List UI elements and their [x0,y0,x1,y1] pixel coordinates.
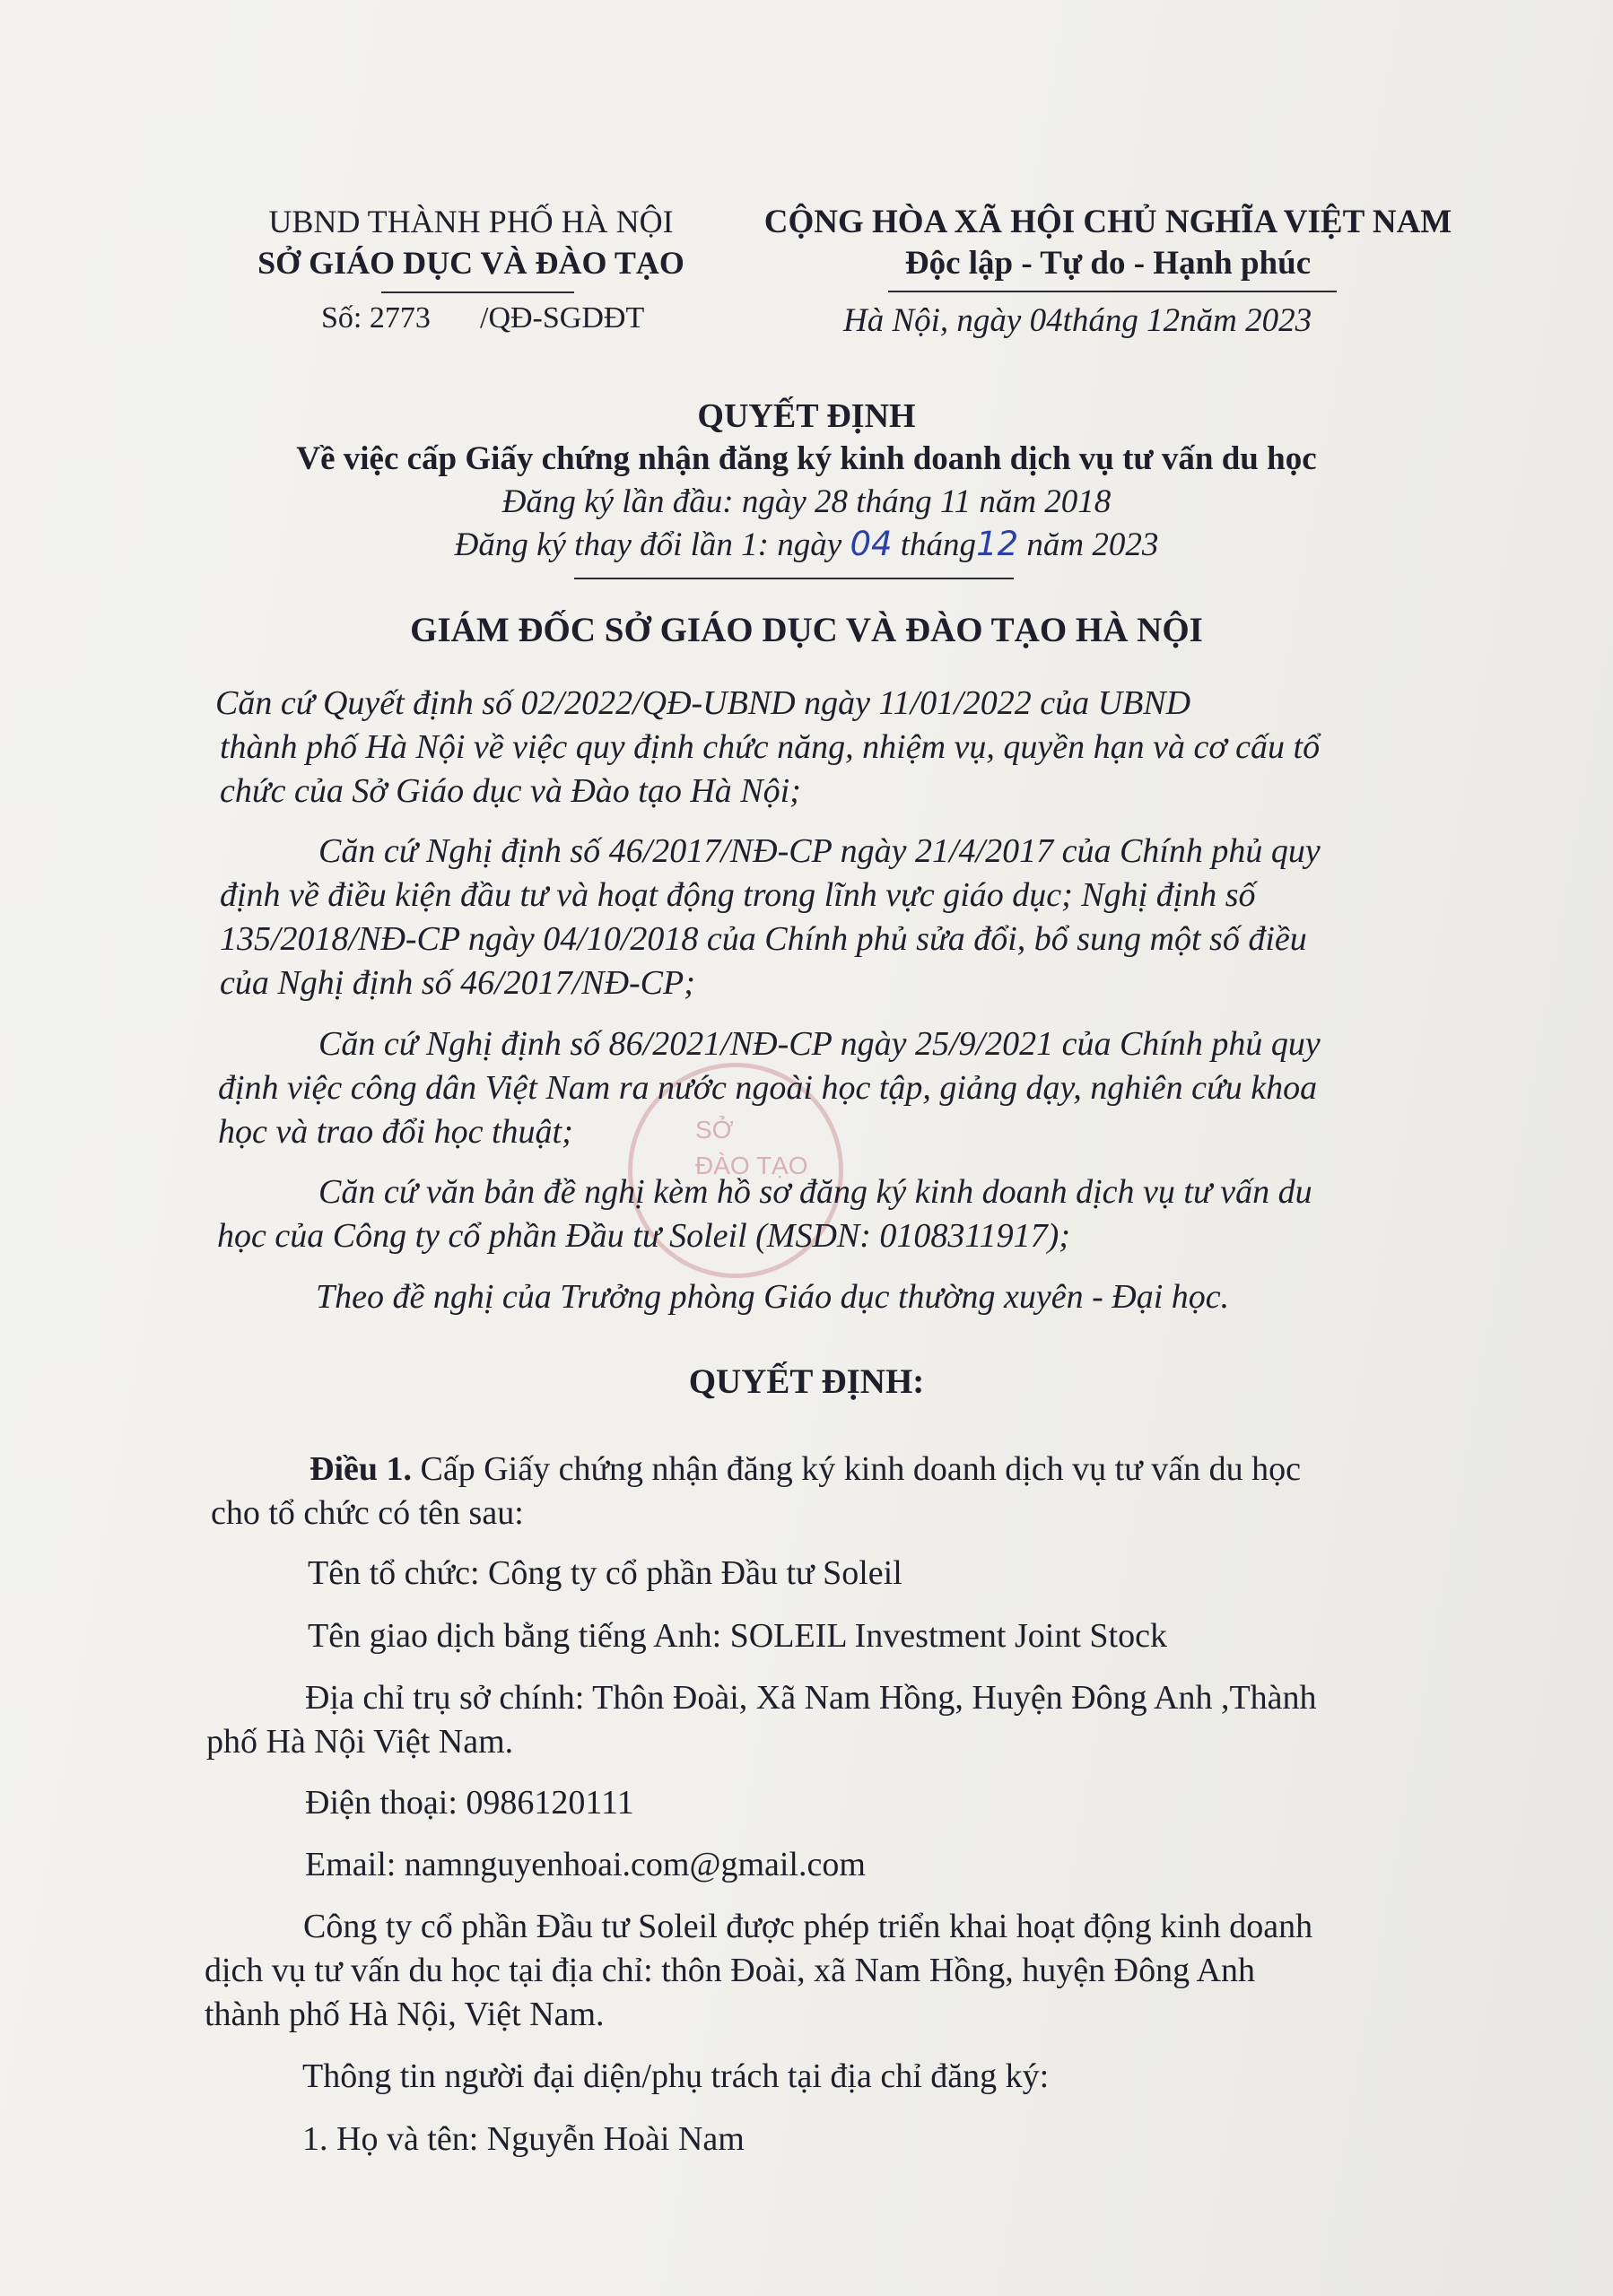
issue-date-part3: năm 2023 [1180,302,1312,339]
basis-3 [318,1022,1321,1066]
change-part2: tháng [900,526,977,563]
basis-2 [318,830,1321,874]
basis-line: định về điều kiện đầu tư và hoạt động trong lĩnh vực giáo dục; Nghị định số [220,876,1256,914]
issuing-authority: GIÁM ĐỐC SỞ GIÁO DỤC VÀ ĐÀO TẠO HÀ NỘI [410,611,1203,649]
basis-line: định việc công dân Việt Nam ra nước ngoài học tập, giảng dạy, nghiên cứu khoa [218,1069,1318,1107]
permit-line-3: thành phố Hà Nội, Việt Nam. [205,1996,605,2033]
basis-line: thành phố Hà Nội về việc quy định chức năng, nhiệm vụ, quyền hạn và cơ cấu tổ [220,728,1321,766]
stamp-line-2: ĐÀO TẠO [695,1152,808,1179]
change-part1: Đăng ký thay đổi lần 1: ngày [454,526,842,563]
basis-line: Căn cứ Nghị định số 86/2021/NĐ-CP ngày 25/9/2021 của Chính phủ quy [318,1025,1321,1063]
permit-line-1: Công ty cổ phần Đầu tư Soleil được phép triển khai hoạt động kinh doanh [303,1908,1313,1945]
change-registration-date [0,525,1613,564]
basis-line: học và trao đổi học thuật; [218,1113,573,1151]
title-underline [574,578,1014,579]
representative-intro: Thông tin người đại diện/phụ trách tại địa chỉ đăng ký: [302,2057,1050,2095]
change-day-handwritten: 04 [850,525,893,563]
document-number-suffix: /QĐ-SGDĐT [480,301,645,335]
address-line-2: phố Hà Nội Việt Nam. [206,1723,514,1761]
basis-1 [215,682,1190,726]
phone: Điện thoại: 0986120111 [305,1784,634,1822]
agency-parent: UBND THÀNH PHỐ HÀ NỘI [268,204,674,239]
issue-date-day: 04 [1029,302,1063,339]
permit-line-2: dịch vụ tư vấn du học tại địa chỉ: thôn Đoài, xã Nam Hồng, huyện Đông Anh [205,1952,1255,1989]
article-1-text: Cấp Giấy chứng nhận đăng ký kinh doanh dịch vụ tư vấn du học [420,1450,1302,1488]
basis-line: Căn cứ Quyết định số 02/2022/QĐ-UBND ngày 11/01/2022 của UBND [215,684,1191,722]
national-motto: Độc lập - Tự do - Hạnh phúc [904,245,1312,282]
issue-date-part2: tháng [1062,302,1138,339]
article-1-line-1 [310,1448,1301,1492]
article-1-label: Điều 1. [310,1450,412,1488]
basis-line: chức của Sở Giáo dục và Đào tạo Hà Nội; [220,772,801,810]
address-line-1: Địa chỉ trụ sở chính: Thôn Đoài, Xã Nam Hồng, Huyện Đông Anh ,Thành [305,1679,1317,1717]
issue-date-month: 12 [1147,302,1181,339]
document-subject: Về việc cấp Giấy chứng nhận đăng ký kinh doanh dịch vụ tư vấn du học [296,440,1317,477]
stamp-line-1: SỞ [695,1116,734,1144]
basis-4 [318,1170,1312,1214]
change-part3: năm 2023 [1026,526,1159,563]
change-month-handwritten: 12 [976,525,1019,563]
issue-date [843,301,1312,340]
email: Email: namnguyenhoai.com@gmail.com [305,1846,866,1883]
decision-heading: QUYẾT ĐỊNH: [688,1362,925,1401]
basis-line: Theo đề nghị của Trưởng phòng Giáo dục thường xuyên - Đại học. [316,1278,1230,1316]
representative-name: 1. Họ và tên: Nguyễn Hoài Nam [302,2120,745,2158]
basis-line: 135/2018/NĐ-CP ngày 04/10/2018 của Chính phủ sửa đổi, bổ sung một số điều [220,920,1307,958]
basis-line: Căn cứ Nghị định số 46/2017/NĐ-CP ngày 21/4/2017 của Chính phủ quy [318,832,1321,870]
document-type-heading: QUYẾT ĐỊNH [697,397,916,435]
document-number-prefix: Số: 2773 [321,301,431,335]
basis-line: Căn cứ văn bản đề nghị kèm hồ sơ đăng ký kinh doanh dịch vụ tư vấn du [318,1173,1312,1211]
motto-underline [888,291,1337,292]
agency-underline [381,291,574,293]
basis-4-cont [217,1214,1070,1258]
basis-3-cont [218,1066,1317,1154]
basis-5 [316,1275,1229,1319]
org-name: Tên tổ chức: Công ty cổ phần Đầu tư Soleil [308,1554,902,1592]
basis-line: của Nghị định số 46/2017/NĐ-CP; [220,964,695,1002]
issue-date-part1: Hà Nội, ngày [843,302,1022,339]
basis-2-cont [220,874,1307,1005]
agency-name: SỞ GIÁO DỤC VÀ ĐÀO TẠO [257,245,684,281]
article-1-line-2: cho tổ chức có tên sau: [211,1494,524,1532]
national-title: CỘNG HÒA XÃ HỘI CHỦ NGHĨA VIỆT NAM [763,204,1452,240]
basis-line: học của Công ty cổ phần Đầu tư Soleil (MSDN: 0108311917); [217,1217,1070,1255]
english-name: Tên giao dịch bằng tiếng Anh: SOLEIL Investment Joint Stock [308,1617,1167,1655]
first-registration-date: Đăng ký lần đầu: ngày 28 tháng 11 năm 2018 [501,483,1112,520]
basis-1-cont [220,726,1320,813]
